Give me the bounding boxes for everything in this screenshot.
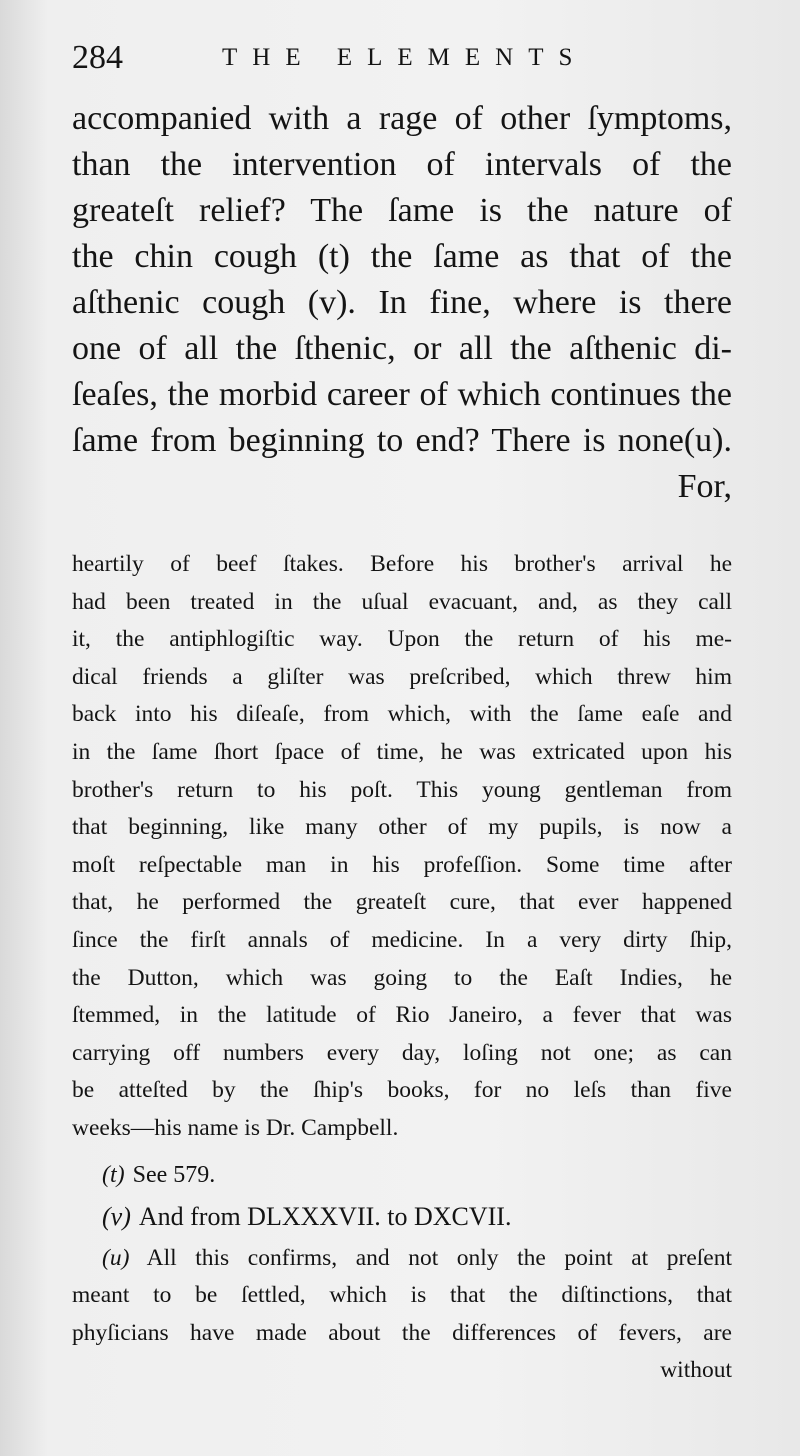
- main-text-line: greateſt relief? The ſame is the nature of: [72, 192, 732, 229]
- main-catchword: For,: [677, 468, 732, 505]
- note-line: be atteſted by the ſhip's books, for no leſs than five: [72, 1077, 732, 1104]
- page-header: [72, 38, 730, 78]
- note-line: back into his diſeaſe, from which, with the ſame eaſe and: [72, 701, 732, 728]
- note-line: ſince the firſt annals of medicine. In a very dirty ſhip,: [72, 926, 732, 953]
- footnote-t: [72, 1156, 732, 1194]
- note-line: moſt reſpectable man in his profeſſion. Some time after: [72, 851, 732, 878]
- footnote-mark: (u): [102, 1244, 130, 1271]
- main-text-line: the chin cough (t) the ſame as that of the: [72, 238, 732, 275]
- note-line: had been treated in the uſual evacuant, and, as they call: [72, 588, 732, 615]
- note-line: weeks—his name is Dr. Campbell.: [72, 1114, 399, 1141]
- note-line: the Dutton, which was going to the Eaſt Indies, he: [72, 964, 732, 991]
- note-line: meant to be ſettled, which is that the diſtinctions, that: [72, 1282, 732, 1309]
- note-line: brother's return to his poſt. This young gentleman from: [72, 776, 732, 803]
- note-line: dical friends a gliſter was preſcribed, which threw him: [72, 663, 732, 690]
- footnote-mark: (v): [102, 1201, 131, 1231]
- note-line: heartily of beef ſtakes. Before his brother's arrival he: [72, 551, 732, 577]
- page-number: 284: [72, 39, 123, 76]
- main-text-line: ſeaſes, the morbid career of which continues the: [72, 376, 732, 413]
- notes-catchword: without: [660, 1357, 732, 1384]
- main-text-line: than the intervention of intervals of the: [72, 146, 732, 183]
- note-line: that, he performed the greateſt cure, that ever happened: [72, 889, 732, 916]
- footnote-u: [72, 1240, 732, 1278]
- main-text-block: [72, 96, 732, 510]
- footnote-v: [72, 1198, 732, 1236]
- footnote-text: See 579.: [132, 1161, 216, 1188]
- note-line: it, the antiphlogiſtic way. Upon the return of his me-: [72, 626, 732, 653]
- main-text-line: ſame from beginning to end? There is none(u).: [72, 422, 732, 459]
- footnote-text: All this confirms, and not only the point at preſent: [146, 1244, 732, 1271]
- note-line: ſtemmed, in the latitude of Rio Janeiro, a fever that was: [72, 1002, 732, 1029]
- main-text-line: one of all the ſthenic, or all the aſthenic di-: [72, 330, 732, 367]
- main-text-line: aſthenic cough (v). In fine, where is there: [72, 284, 732, 321]
- footnote-text: And from DLXXXVII. to DXCVII.: [138, 1201, 512, 1231]
- note-line: in the ſame ſhort ſpace of time, he was extricated upon his: [72, 738, 732, 765]
- main-text-line: accompanied with a rage of other ſymptoms,: [72, 100, 732, 137]
- notes-block: [72, 546, 732, 1390]
- footnote-mark: (t): [102, 1161, 125, 1188]
- running-title: THE ELEMENTS: [222, 44, 588, 71]
- note-line: carrying off numbers every day, loſing not one; as can: [72, 1039, 732, 1066]
- note-line: phyſicians have made about the differences of fevers, are: [72, 1319, 732, 1346]
- note-line: that beginning, like many other of my pupils, is now a: [72, 814, 732, 841]
